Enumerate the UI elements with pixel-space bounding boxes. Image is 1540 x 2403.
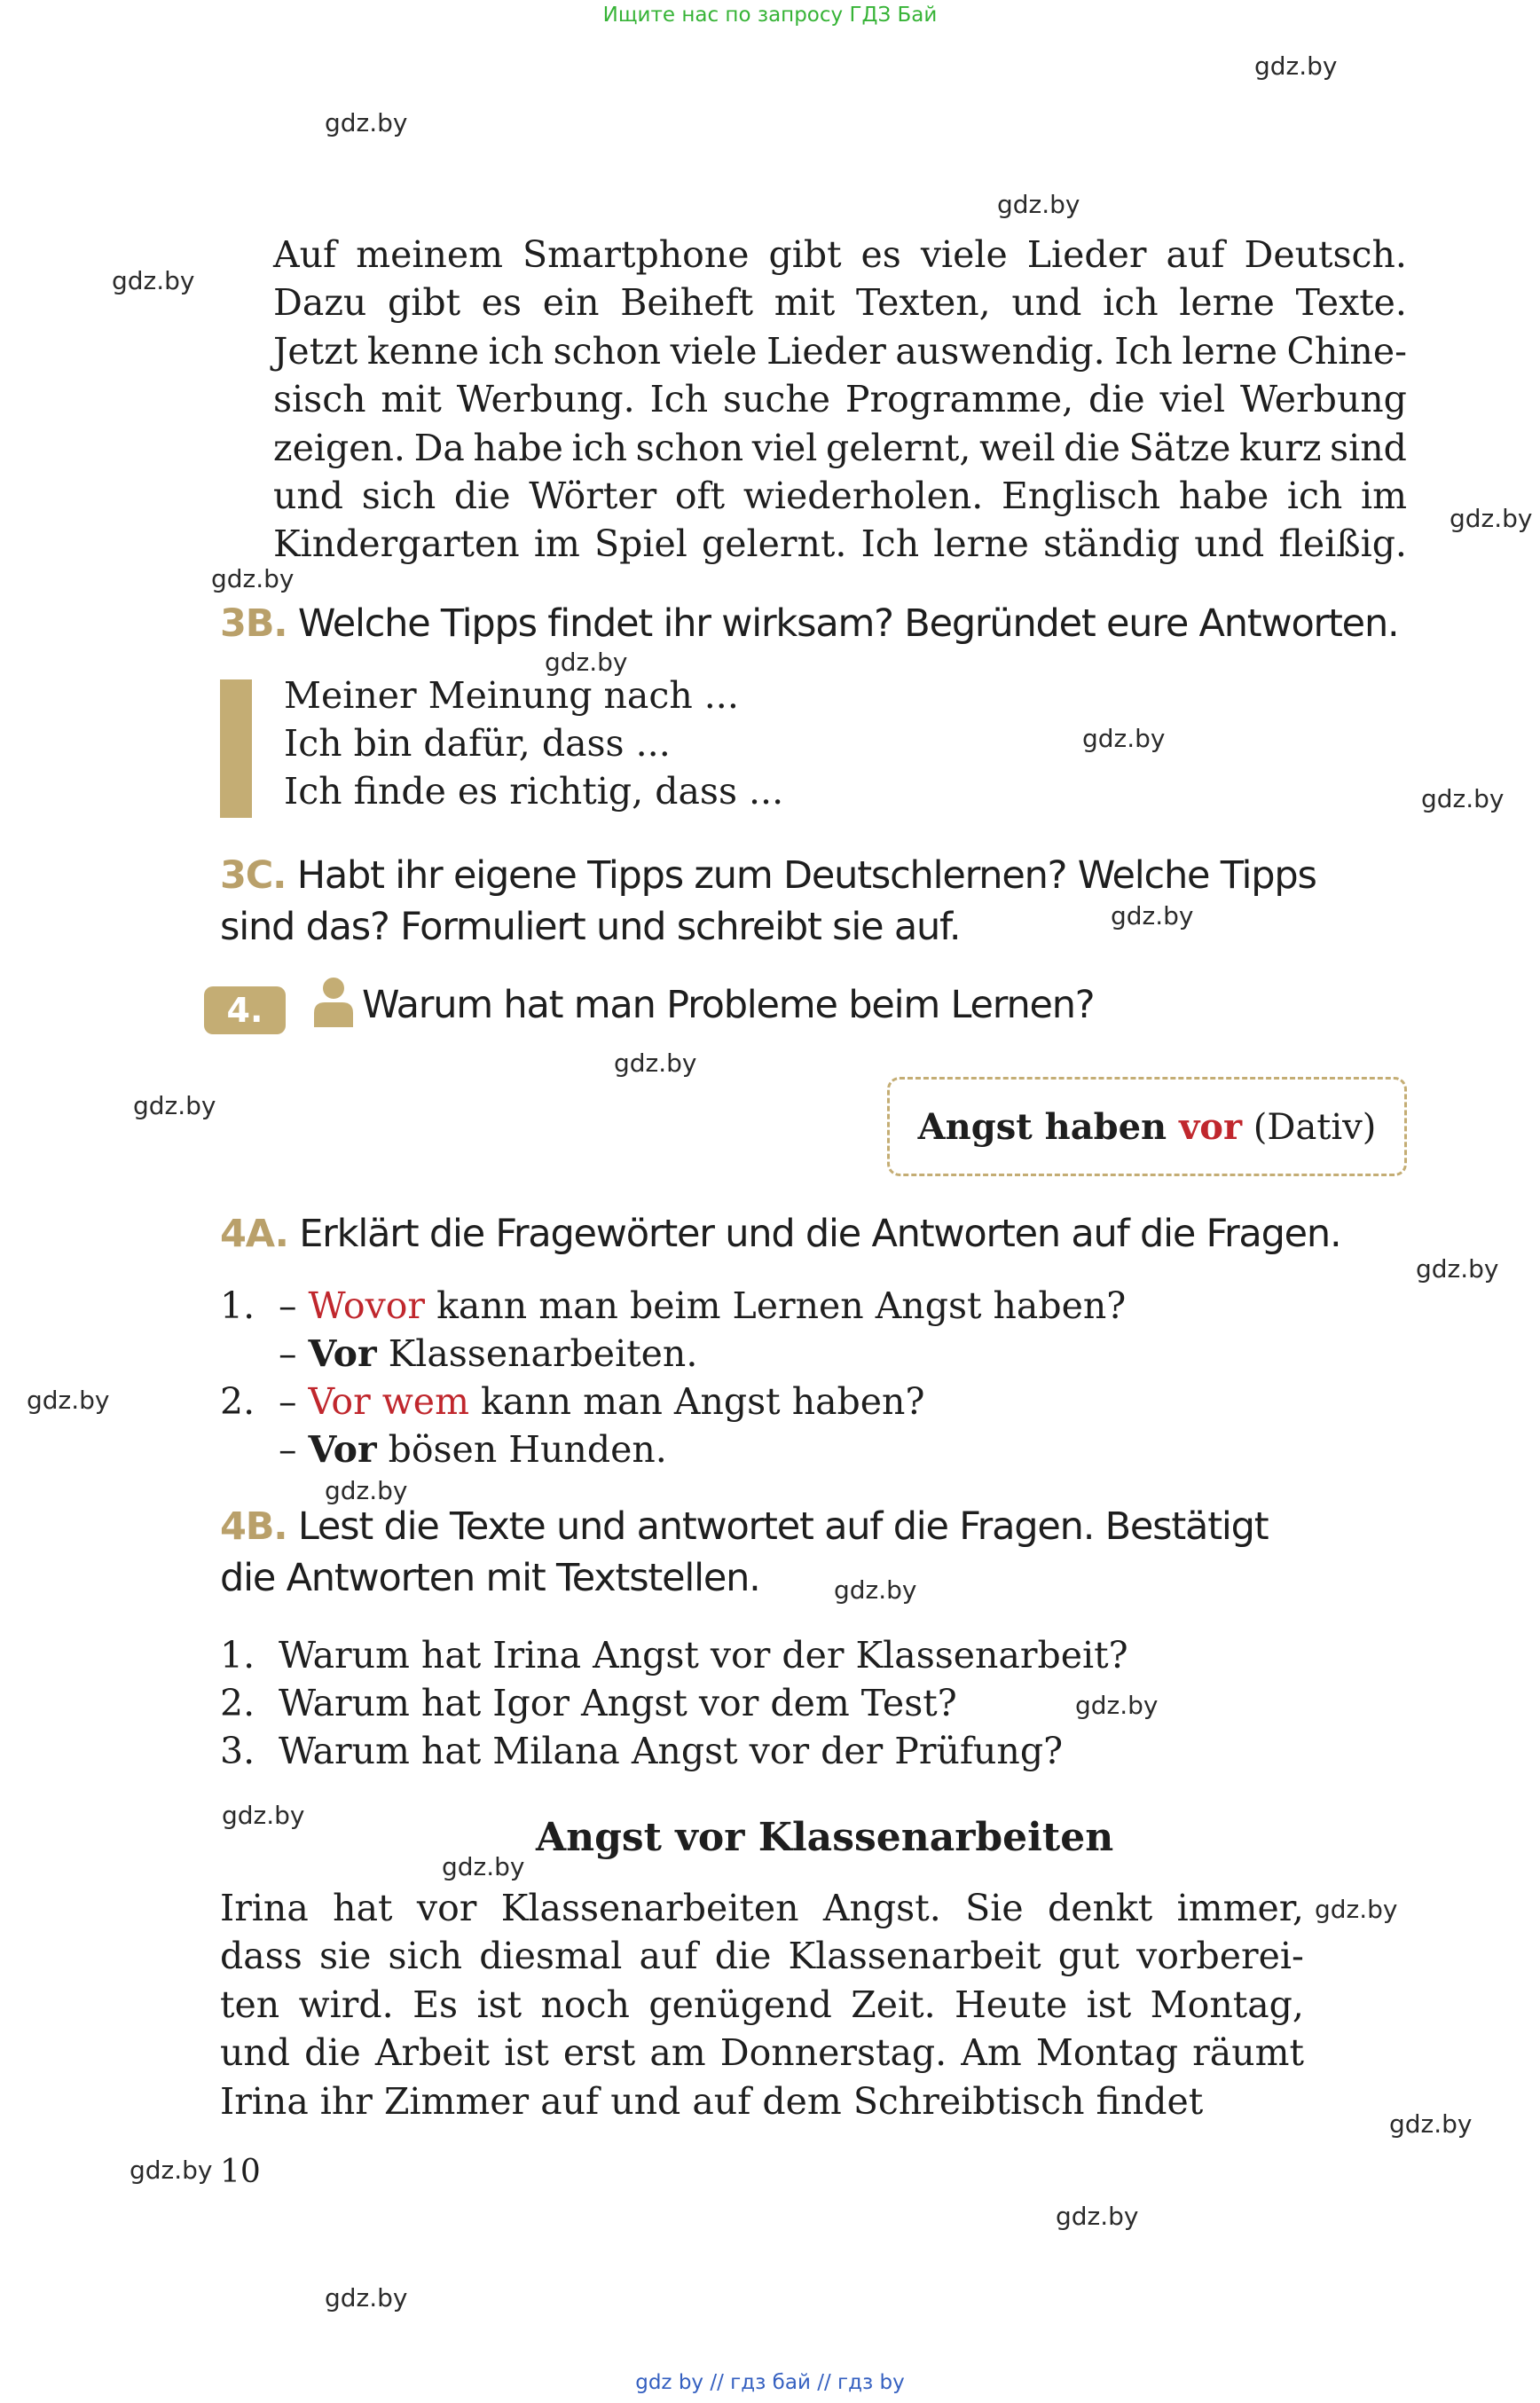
grammar-case: (Dativ): [1242, 1106, 1377, 1148]
grammar-text: Angst haben: [917, 1105, 1180, 1148]
paragraph-line: Dazu gibt es ein Beiheft mit Texten, und ich lerne Texte.: [273, 281, 1407, 325]
intro-paragraph: [273, 231, 1407, 569]
task-3c: [220, 850, 1407, 953]
task-text: Welche Tipps findet ihr wirksam? Begründet eure Antworten.: [297, 601, 1399, 646]
task-4a: [220, 1212, 1340, 1256]
grammar-box: [887, 1077, 1407, 1176]
watermark: gdz.by: [325, 108, 408, 137]
question-number: 2.: [220, 1682, 255, 1724]
phrase: Ich bin dafür, dass ...: [284, 722, 671, 765]
page-number: 10: [220, 2154, 261, 2190]
qa-number: 1.: [220, 1284, 255, 1327]
watermark: gdz.by: [112, 266, 195, 295]
top-note: Ищите нас по запросу ГДЗ Бай: [602, 4, 938, 27]
watermark: gdz.by: [1111, 901, 1194, 931]
paragraph-line: Irina hat vor Klassenarbeiten Angst. Sie denkt immer,: [220, 1887, 1304, 1929]
watermark: gdz.by: [130, 2156, 213, 2185]
paragraph-line: Jetzt kenne ich schon viele Lieder auswendig. Ich lerne Chine-: [273, 329, 1407, 373]
question: Warum hat Igor Angst vor dem Test?: [279, 1682, 957, 1724]
task-4b: [220, 1501, 1407, 1604]
qa-question: – Vor wem kann man Angst haben?: [279, 1380, 925, 1423]
watermark: gdz.by: [545, 648, 628, 677]
qa-answer: – Vor bösen Hunden.: [279, 1428, 667, 1471]
phrase-bar: [220, 679, 252, 818]
qa-number: 2.: [220, 1380, 255, 1423]
paragraph-line: Kindergarten im Spiel gelernt. Ich lerne ständig und fleißig.: [273, 522, 1407, 566]
watermark: gdz.by: [1450, 504, 1533, 533]
question-number: 1.: [220, 1634, 255, 1677]
task-number: 4B.: [220, 1504, 287, 1549]
task-4-text: Warum hat man Probleme beim Lernen?: [362, 983, 1095, 1027]
qa-answer: – Vor Klassenarbeiten.: [279, 1332, 698, 1375]
bottom-note: gdz by // гдз бай // гдз by: [635, 2371, 905, 2394]
watermark: gdz.by: [1315, 1895, 1398, 1924]
grammar-highlight: vor: [1179, 1105, 1243, 1148]
watermark: gdz.by: [1082, 724, 1166, 753]
person-icon: [310, 976, 357, 1027]
story-title: Angst vor Klassenarbeiten: [536, 1815, 1114, 1860]
task-number: 3B.: [220, 601, 287, 646]
task-text: Lest die Texte und antwortet auf die Fragen. Bestätigt: [297, 1504, 1269, 1549]
watermark: gdz.by: [1416, 1254, 1499, 1284]
question: Warum hat Milana Angst vor der Prüfung?: [279, 1730, 1064, 1772]
phrase: Meiner Meinung nach ...: [284, 674, 739, 717]
task-3b: [220, 601, 1398, 646]
watermark: gdz.by: [1421, 784, 1505, 813]
paragraph-line: sisch mit Werbung. Ich suche Programme, die viel Werbung: [273, 378, 1407, 421]
paragraph-line: Auf meinem Smartphone gibt es viele Lieder auf Deutsch.: [273, 233, 1407, 276]
paragraph-line: zeigen. Da habe ich schon viel gelernt, weil die Sätze kurz sind: [273, 426, 1407, 469]
task-text: Habt ihr eigene Tipps zum Deutschlernen? Welche Tipps: [296, 853, 1316, 898]
paragraph-line: Irina ihr Zimmer auf und auf dem Schreibtisch findet: [220, 2079, 1204, 2123]
task-number: 4A.: [220, 1212, 288, 1256]
paragraph-line: und sich die Wörter oft wiederholen. Englisch habe ich im: [273, 475, 1407, 518]
qa-question: – Wovor kann man beim Lernen Angst haben?: [279, 1284, 1127, 1327]
watermark: gdz.by: [442, 1852, 525, 1881]
watermark: gdz.by: [997, 190, 1080, 219]
task-text: Erklärt die Fragewörter und die Antworten auf die Fragen.: [299, 1212, 1341, 1256]
watermark: gdz.by: [27, 1386, 110, 1415]
paragraph-line: ten wird. Es ist noch genügend Zeit. Heute ist Montag,: [220, 1983, 1304, 2026]
watermark: gdz.by: [1389, 2109, 1473, 2139]
task-number: 3C.: [220, 853, 287, 898]
phrase: Ich finde es richtig, dass ...: [284, 770, 784, 813]
watermark: gdz.by: [834, 1575, 917, 1605]
task-number-badge: 4.: [204, 986, 286, 1034]
task-text: sind das? Formuliert und schreibt sie auf.: [220, 905, 961, 949]
watermark: gdz.by: [614, 1048, 697, 1078]
watermark: gdz.by: [211, 564, 295, 593]
paragraph-line: und die Arbeit ist erst am Donnerstag. Am Montag räumt: [220, 2031, 1304, 2075]
watermark: gdz.by: [1056, 2202, 1139, 2231]
question-number: 3.: [220, 1730, 255, 1772]
paragraph-line: dass sie sich diesmal auf die Klassenarbeit gut vorberei-: [220, 1935, 1304, 1978]
question: Warum hat Irina Angst vor der Klassenarbeit?: [279, 1634, 1128, 1677]
watermark: gdz.by: [133, 1091, 216, 1120]
story-paragraph: [220, 1884, 1304, 2125]
task-text: die Antworten mit Textstellen.: [220, 1556, 760, 1600]
watermark: gdz.by: [222, 1801, 305, 1830]
watermark: gdz.by: [1254, 51, 1338, 81]
watermark: gdz.by: [325, 1476, 408, 1505]
watermark: gdz.by: [325, 2283, 408, 2313]
watermark: gdz.by: [1075, 1691, 1159, 1720]
